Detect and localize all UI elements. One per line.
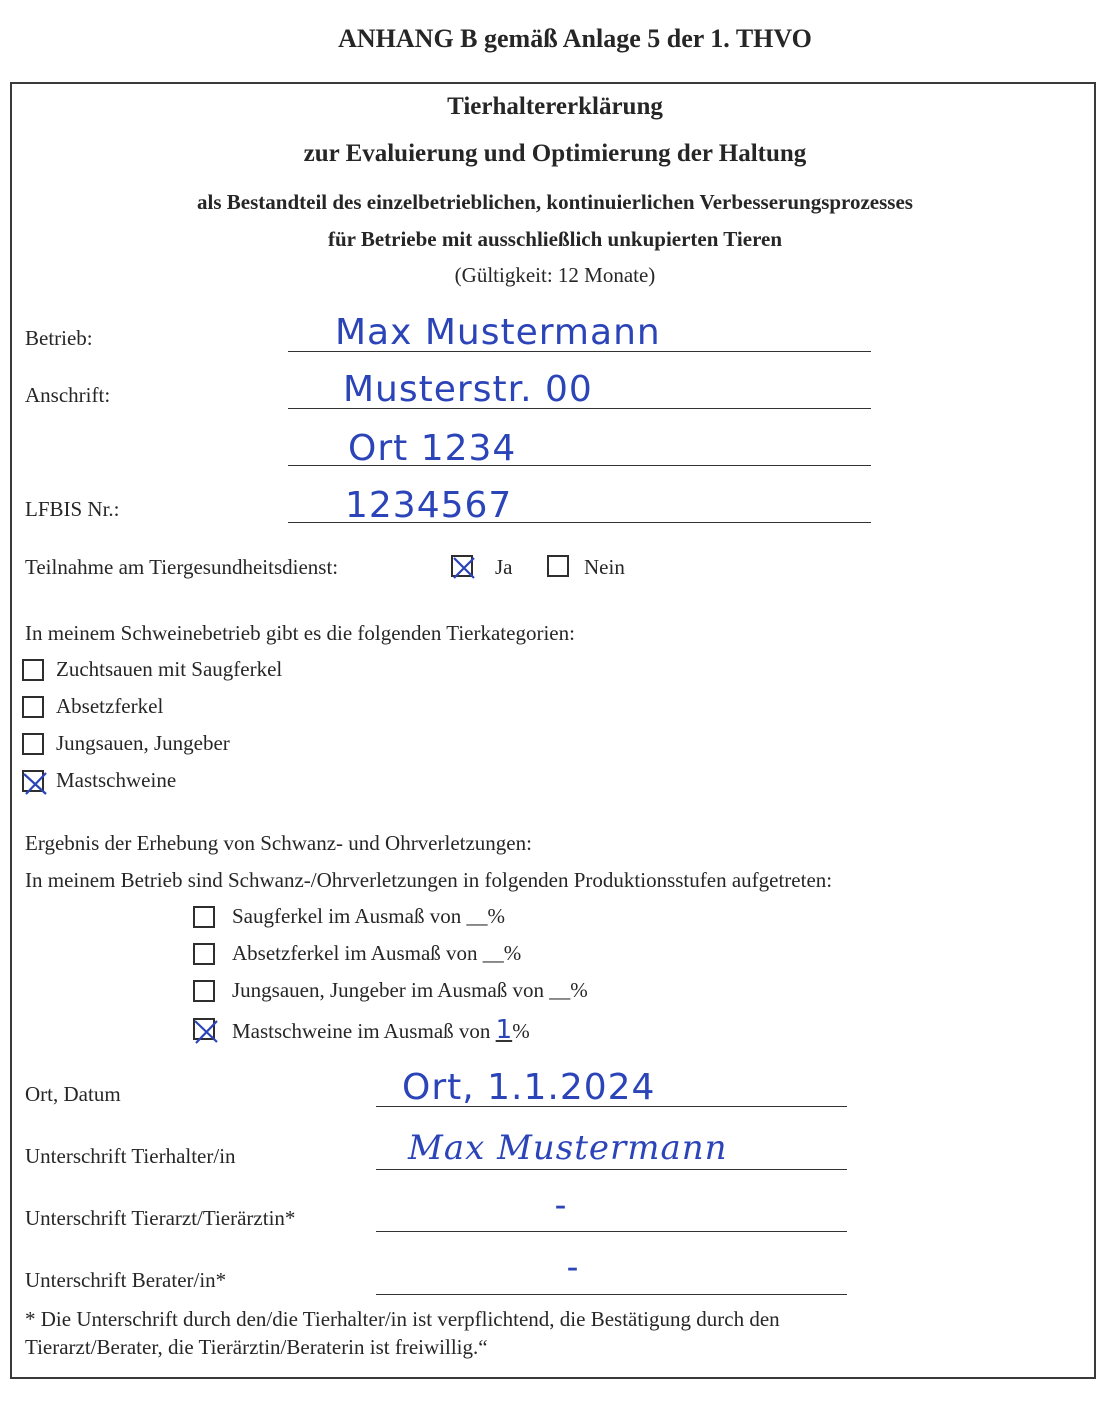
category-zuchtsauen-label: Zuchtsauen mit Saugferkel (56, 657, 283, 681)
form-description-line-1: als Bestandteil des einzelbetrieblichen, kontinuierlichen Verbesserungsprozesses (197, 190, 913, 214)
injury-mastschweine-checkbox[interactable] (193, 1018, 215, 1040)
signature-halter-label: Unterschrift Tierhalter/in (25, 1144, 236, 1168)
category-absetzferkel-checkbox[interactable] (22, 696, 44, 718)
page-title: ANHANG B gemäß Anlage 5 der 1. THVO (338, 24, 812, 53)
ort-datum-underline (376, 1106, 847, 1107)
injury-saugferkel-checkbox[interactable] (193, 906, 215, 928)
anschrift-field-line-2[interactable]: Ort 1234 (348, 428, 517, 469)
anschrift-label: Anschrift: (25, 383, 111, 407)
category-jungsauen-label: Jungsauen, Jungeber (56, 731, 230, 755)
form-subtitle: zur Evaluierung und Optimierung der Haltung (303, 140, 807, 167)
lfbis-field[interactable]: 1234567 (345, 485, 513, 526)
injury-jungsauen-label: Jungsauen, Jungeber im Ausmaß von (232, 978, 545, 1002)
injury-saugferkel-row (232, 904, 505, 929)
category-zuchtsauen-checkbox[interactable] (22, 659, 44, 681)
injury-absetzferkel-value[interactable]: __ (482, 941, 504, 965)
form-description-line-2: für Betriebe mit ausschließlich unkupierten Tieren (327, 227, 783, 251)
injury-saugferkel-label: Saugferkel im Ausmaß von (232, 904, 462, 928)
category-jungsauen-checkbox[interactable] (22, 733, 44, 755)
injury-jungsauen-unit: % (570, 978, 588, 1002)
injury-mastschweine-unit: % (512, 1019, 530, 1043)
injury-absetzferkel-unit: % (503, 941, 522, 965)
category-mastschweine-label: Mastschweine (56, 768, 177, 792)
tgd-yes-label: Ja (495, 555, 513, 579)
ort-datum-field[interactable]: Ort, 1.1.2024 (402, 1067, 656, 1108)
injury-saugferkel-unit: % (487, 904, 505, 928)
injury-absetzferkel-row (232, 941, 521, 966)
lfbis-underline (288, 522, 871, 523)
category-mastschweine-checkbox[interactable] (22, 770, 44, 792)
signature-arzt-underline (376, 1231, 847, 1232)
injury-mastschweine-value[interactable]: 1 (495, 1015, 513, 1045)
anschrift-underline-2 (288, 465, 871, 466)
category-absetzferkel-label: Absetzferkel (56, 694, 164, 718)
tgd-no-checkbox[interactable] (547, 555, 569, 577)
signature-halter-underline (376, 1169, 847, 1170)
form-validity: (Gültigkeit: 12 Monate) (454, 263, 656, 287)
betrieb-field[interactable]: Max Mustermann (335, 312, 661, 353)
injury-saugferkel-value[interactable]: __ (466, 904, 488, 928)
signature-berater-field[interactable]: – (567, 1256, 578, 1281)
footnote-line-1: * Die Unterschrift durch den/die Tierhalter/in ist verpflichtend, die Bestätigung durch den (25, 1307, 780, 1331)
anschrift-field-line-1[interactable]: Musterstr. 00 (343, 369, 593, 410)
lfbis-label: LFBIS Nr.: (25, 497, 120, 521)
signature-halter-field[interactable]: Max Mustermann (408, 1128, 728, 1168)
injury-mastschweine-label: Mastschweine im Ausmaß von (232, 1019, 491, 1043)
betrieb-label: Betrieb: (25, 326, 93, 350)
signature-arzt-field[interactable]: – (555, 1194, 566, 1219)
injuries-intro-2: In meinem Betrieb sind Schwanz-/Ohrverletzungen in folgenden Produktionsstufen aufgetreten: (25, 868, 833, 892)
betrieb-underline (288, 351, 871, 352)
injury-jungsauen-checkbox[interactable] (193, 980, 215, 1002)
injury-mastschweine-row (232, 1015, 530, 1045)
signature-berater-label: Unterschrift Berater/in* (25, 1268, 227, 1292)
signature-arzt-label: Unterschrift Tierarzt/Tierärztin* (25, 1206, 296, 1230)
injuries-intro-1: Ergebnis der Erhebung von Schwanz- und Ohrverletzungen: (25, 831, 532, 855)
footnote-line-2: Tierarzt/Berater, die Tierärztin/Beraterin ist freiwillig.“ (25, 1335, 488, 1359)
tgd-no-label: Nein (584, 555, 625, 579)
anschrift-underline-1 (288, 408, 871, 409)
injury-absetzferkel-label: Absetzferkel im Ausmaß von (232, 941, 478, 965)
signature-berater-underline (376, 1294, 847, 1295)
tgd-yes-checkbox[interactable] (451, 555, 473, 577)
injury-absetzferkel-checkbox[interactable] (193, 943, 215, 965)
ort-datum-label: Ort, Datum (25, 1082, 121, 1106)
injury-jungsauen-row (232, 978, 588, 1003)
tgd-label: Teilnahme am Tiergesundheitsdienst: (25, 555, 339, 579)
categories-intro: In meinem Schweinebetrieb gibt es die folgenden Tierkategorien: (25, 621, 575, 645)
injury-jungsauen-value[interactable]: __ (549, 978, 571, 1002)
form-title: Tierhaltererklärung (447, 93, 663, 120)
